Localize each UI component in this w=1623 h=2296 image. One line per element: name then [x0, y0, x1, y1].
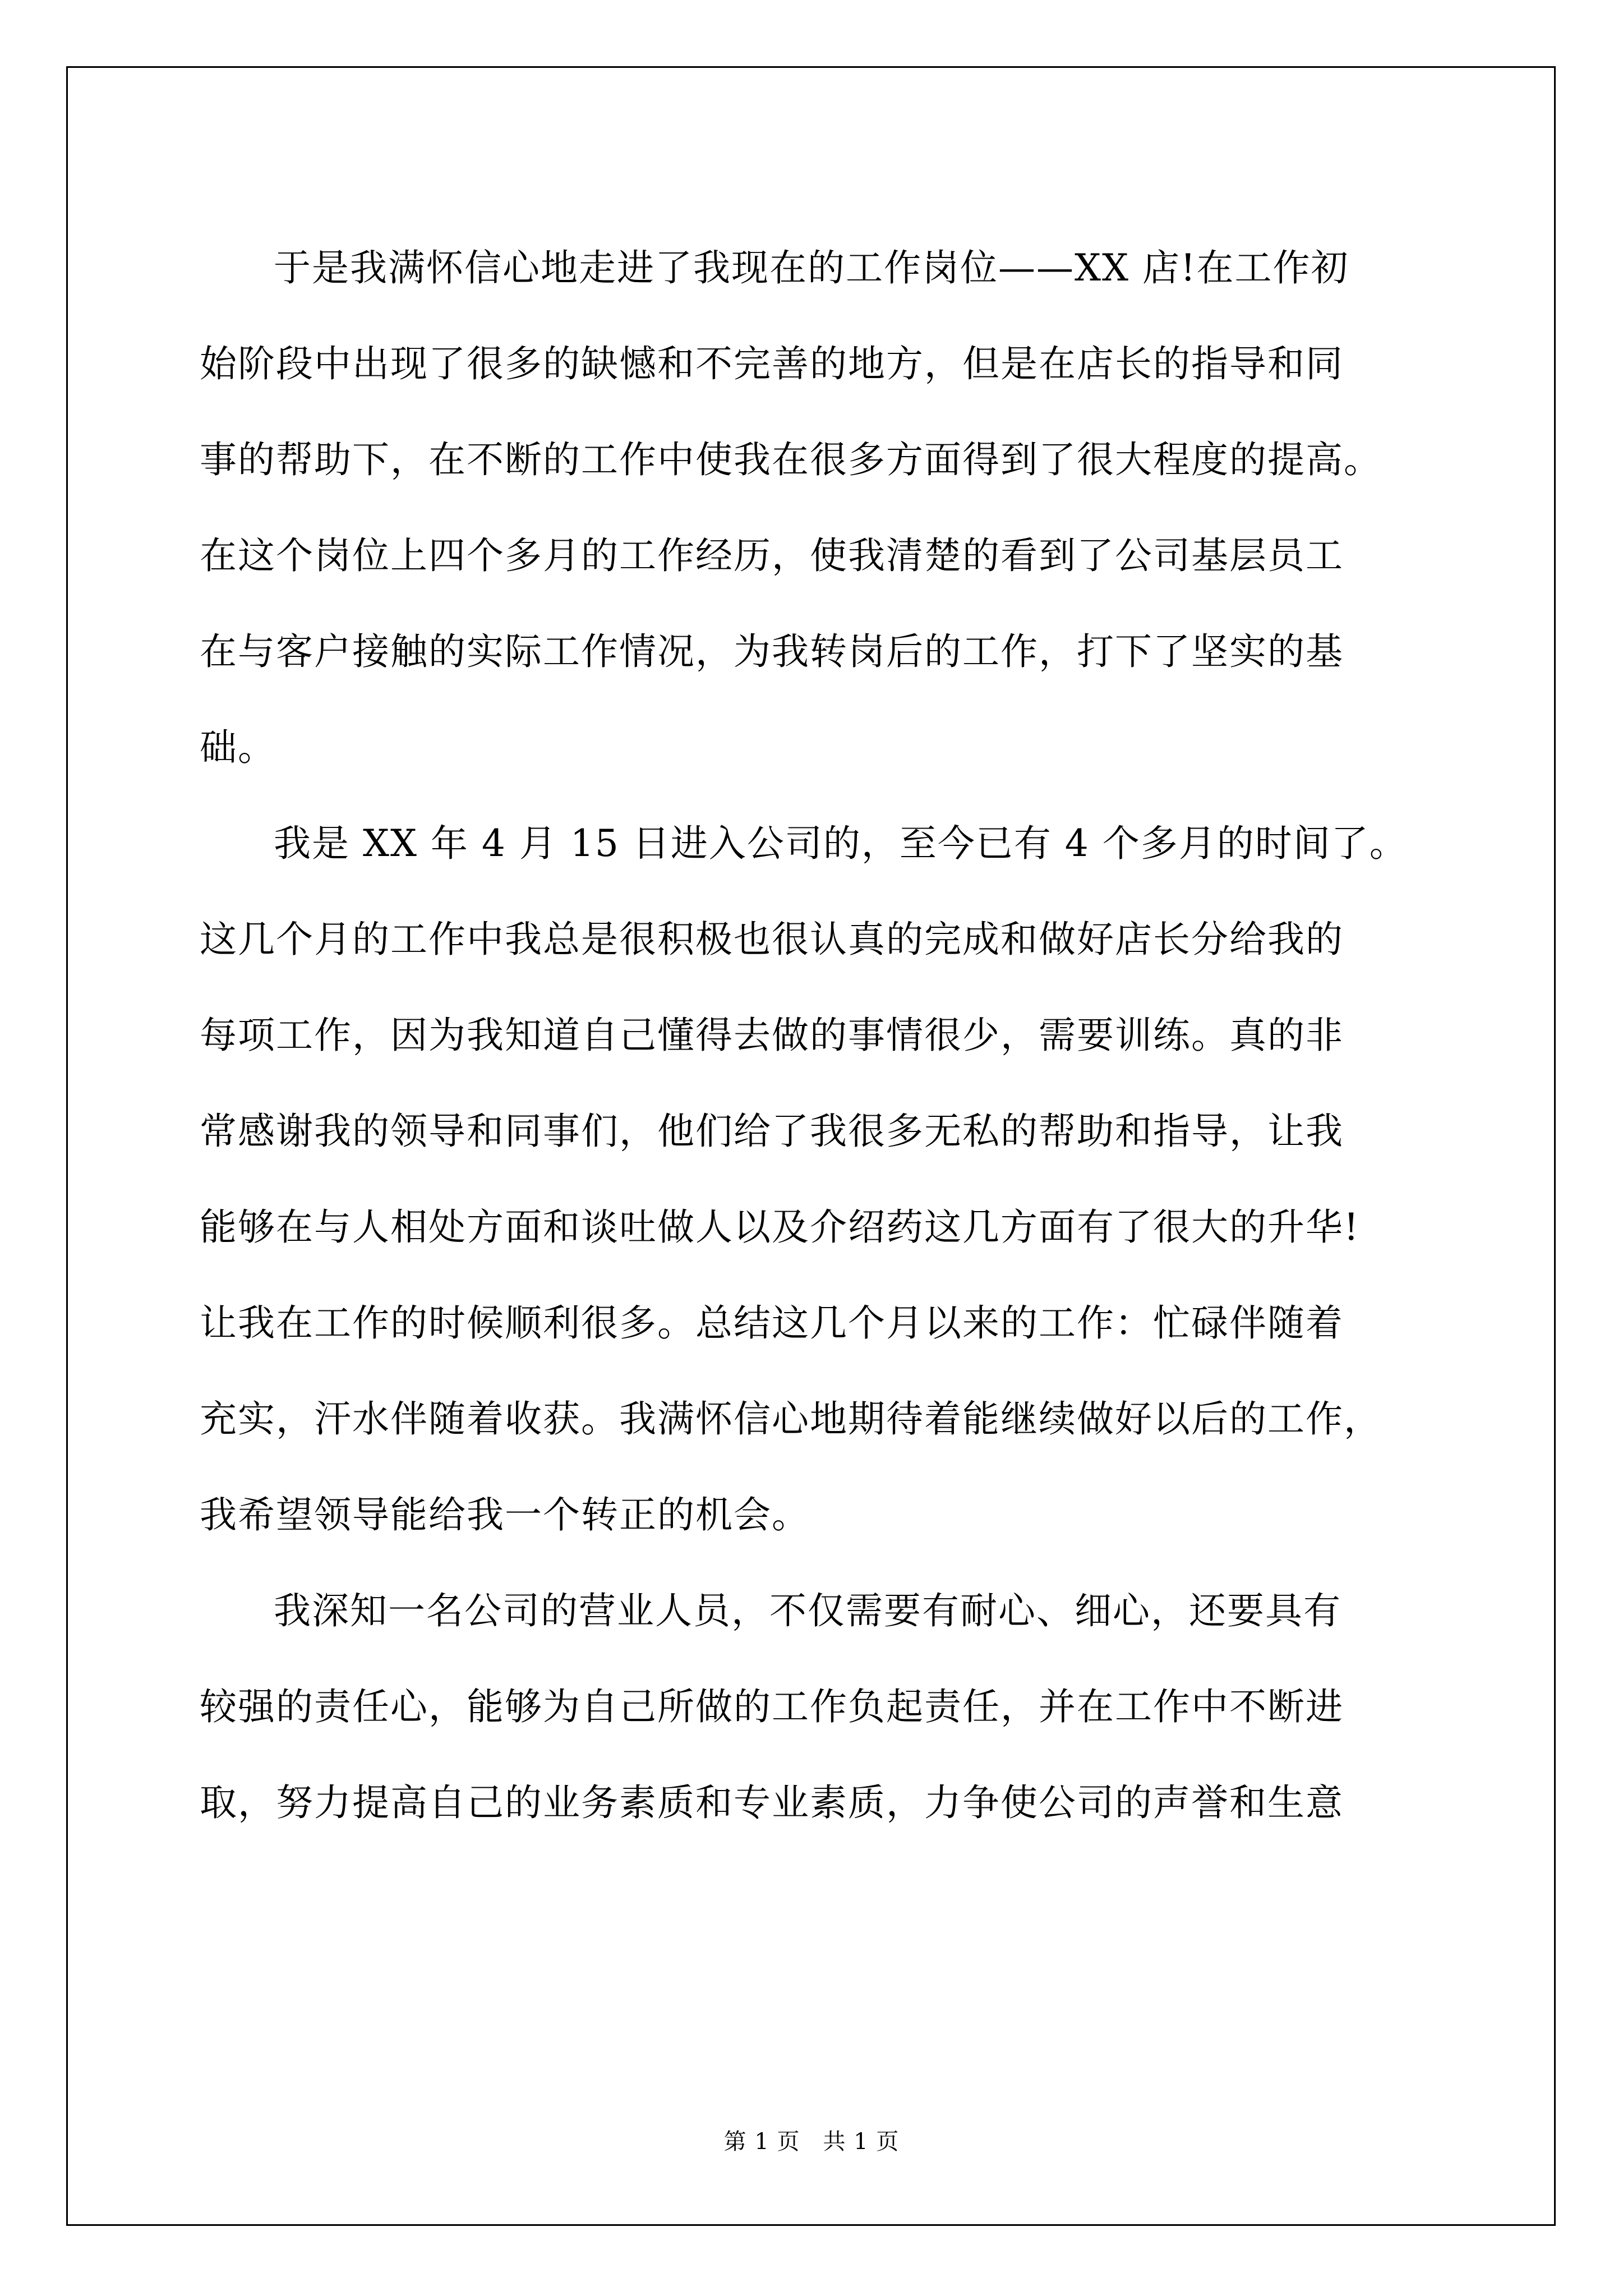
page-footer: 第 1 页 共 1 页 — [723, 2129, 900, 2155]
paragraph-1-line-1: 于是我满怀信心地走进了我现在的工作岗位——XX 店!在工作初 — [274, 246, 1349, 289]
paragraph-2-line-4: 常感谢我的领导和同事们，他们给了我很多无私的帮助和指导，让我 — [200, 1110, 1344, 1153]
paragraph-1-line-3: 事的帮助下，在不断的工作中使我在很多方面得到了很大程度的提高。 — [200, 438, 1382, 481]
paragraph-3-line-3: 取，努力提高自己的业务素质和专业素质，力争使公司的声誉和生意 — [200, 1781, 1344, 1824]
paragraph-3-line-1: 我深知一名公司的营业人员，不仅需要有耐心、细心，还要具有 — [274, 1589, 1341, 1632]
paragraph-2-line-6: 让我在工作的时候顺利很多。总结这几个月以来的工作：忙碌伴随着 — [200, 1301, 1344, 1345]
paragraph-2-line-1: 我是 XX 年 4 月 15 日进入公司的，至今已有 4 个多月的时间了。 — [274, 822, 1408, 865]
document-body — [200, 220, 1433, 1851]
paragraph-1-line-2: 始阶段中出现了很多的缺憾和不完善的地方，但是在店长的指导和同 — [200, 342, 1344, 385]
paragraph-2-line-2: 这几个月的工作中我总是很积极也很认真的完成和做好店长分给我的 — [200, 918, 1344, 961]
paragraph-1-line-4: 在这个岗位上四个多月的工作经历，使我清楚的看到了公司基层员工 — [200, 534, 1344, 577]
paragraph-3-line-2: 较强的责任心，能够为自己所做的工作负起责任，并在工作中不断进 — [200, 1685, 1344, 1728]
paragraph-2-line-3: 每项工作，因为我知道自己懂得去做的事情很少，需要训练。真的非 — [200, 1014, 1344, 1057]
paragraph-1-line-6: 础。 — [200, 726, 276, 769]
paragraph-1-line-5: 在与客户接触的实际工作情况，为我转岗后的工作，打下了坚实的基 — [200, 630, 1344, 673]
paragraph-2-line-5: 能够在与人相处方面和谈吐做人以及介绍药这几方面有了很大的升华! — [200, 1205, 1360, 1249]
paragraph-2-line-8: 我希望领导能给我一个转正的机会。 — [200, 1493, 810, 1536]
paragraph-2-line-7: 充实，汗水伴随着收获。我满怀信心地期待着能继续做好以后的工作， — [200, 1397, 1382, 1441]
